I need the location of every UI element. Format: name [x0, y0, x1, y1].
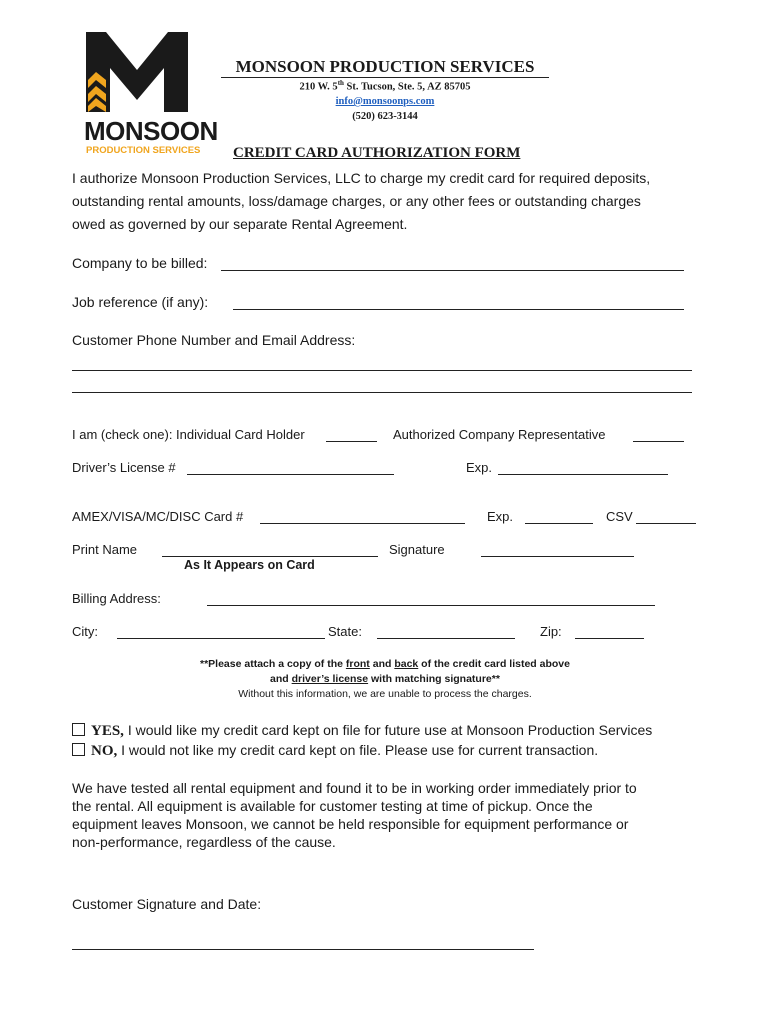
job-reference-label: Job reference (if any): — [72, 294, 209, 310]
attach-note-line-1 — [0, 658, 770, 670]
zip-field[interactable] — [575, 638, 644, 639]
billing-address-field[interactable] — [207, 605, 655, 606]
signature-field[interactable] — [481, 556, 634, 557]
signature-label: Signature — [389, 542, 445, 557]
disclaimer-line-2: the rental. All equipment is available for customer testing at time of pickup. Once the — [72, 798, 593, 814]
address-part: 210 W. 5 — [299, 81, 338, 93]
logo-sub: PRODUCTION SERVICES — [86, 145, 201, 156]
billing-address-label: Billing Address: — [72, 591, 161, 606]
yes-option — [72, 722, 652, 740]
disclaimer-line-4: non-performance, regardless of the cause. — [72, 834, 336, 850]
note-text-1b: of the credit card listed above — [418, 658, 570, 670]
no-checkbox[interactable] — [72, 743, 85, 756]
company-billed-field[interactable] — [221, 270, 684, 271]
form-title: CREDIT CARD AUTHORIZATION FORM — [233, 145, 521, 161]
drivers-license-field[interactable] — [187, 474, 394, 475]
state-label: State: — [328, 624, 362, 639]
address-part-2: St. Tucson, Ste. 5, AZ 85705 — [343, 81, 471, 93]
monsoon-logo — [84, 32, 218, 157]
csv-field[interactable] — [636, 523, 696, 524]
logo-m-mark-icon — [84, 32, 194, 114]
i-am-label: I am (check one): Individual Card Holder — [72, 427, 305, 442]
no-label: NO, — [91, 743, 118, 759]
attach-note-line-3: Without this information, we are unable to process the charges. — [238, 688, 532, 700]
no-option — [72, 742, 598, 760]
auth-rep-field[interactable] — [633, 441, 684, 442]
dl-exp-label: Exp. — [466, 460, 493, 475]
attach-note-line-2 — [0, 673, 770, 685]
customer-contact-label: Customer Phone Number and Email Address: — [72, 332, 356, 348]
job-reference-field[interactable] — [233, 309, 684, 310]
card-number-label: AMEX/VISA/MC/DISC Card # — [72, 509, 244, 524]
customer-contact-field-1[interactable] — [72, 370, 692, 371]
dl-exp-field[interactable] — [498, 474, 668, 475]
auth-rep-label: Authorized Company Representative — [393, 427, 606, 442]
company-phone: (520) 623-3144 — [352, 111, 418, 122]
header-rule — [221, 77, 549, 78]
customer-signature-label: Customer Signature and Date: — [72, 896, 262, 912]
print-name-field[interactable] — [162, 556, 378, 557]
logo-word: MONSOON — [84, 116, 218, 146]
note-and: and — [369, 658, 395, 670]
zip-label: Zip: — [540, 624, 562, 639]
customer-contact-field-2[interactable] — [72, 392, 692, 393]
city-label: City: — [72, 624, 98, 639]
note-back: back — [394, 658, 419, 670]
intro-line-1: I authorize Monsoon Production Services, LLC to charge my credit card for required deposits, — [72, 170, 651, 186]
individual-card-holder-field[interactable] — [326, 441, 377, 442]
card-exp-field[interactable] — [525, 523, 593, 524]
company-email[interactable]: info@monsoonps.com — [335, 96, 435, 107]
state-field[interactable] — [377, 638, 515, 639]
csv-label: CSV — [606, 509, 633, 524]
card-exp-label: Exp. — [487, 509, 514, 524]
yes-text: I would like my credit card kept on file for future use at Monsoon Production Services — [123, 722, 653, 738]
as-appears-label: As It Appears on Card — [184, 558, 315, 572]
yes-checkbox[interactable] — [72, 723, 85, 736]
company-name: MONSOON PRODUCTION SERVICES — [235, 57, 535, 76]
intro-line-3: owed as governed by our separate Rental Agreement. — [72, 216, 408, 232]
drivers-license-label: Driver’s License # — [72, 460, 176, 475]
customer-signature-field[interactable] — [72, 949, 534, 950]
note-drivers-license: driver’s license — [291, 673, 369, 685]
note-text-1a: **Please attach a copy of the — [200, 658, 346, 670]
disclaimer-line-3: equipment leaves Monsoon, we cannot be held responsible for equipment performance or — [72, 816, 629, 832]
yes-label: YES, — [91, 723, 124, 739]
no-text: I would not like my credit card kept on file. Please use for current transaction. — [117, 742, 599, 758]
card-number-field[interactable] — [260, 523, 465, 524]
city-field[interactable] — [117, 638, 325, 639]
address-sup: th — [337, 79, 344, 87]
company-address — [221, 79, 549, 93]
note-text-2b: with matching signature** — [368, 673, 500, 685]
disclaimer-line-1: We have tested all rental equipment and found it to be in working order immediately prior to — [72, 780, 637, 796]
print-name-label: Print Name — [72, 542, 138, 557]
company-billed-label: Company to be billed: — [72, 255, 208, 271]
intro-line-2: outstanding rental amounts, loss/damage charges, or any other fees or outstanding charges — [72, 193, 641, 209]
note-text-2a: and — [270, 673, 292, 685]
note-front: front — [345, 658, 370, 670]
